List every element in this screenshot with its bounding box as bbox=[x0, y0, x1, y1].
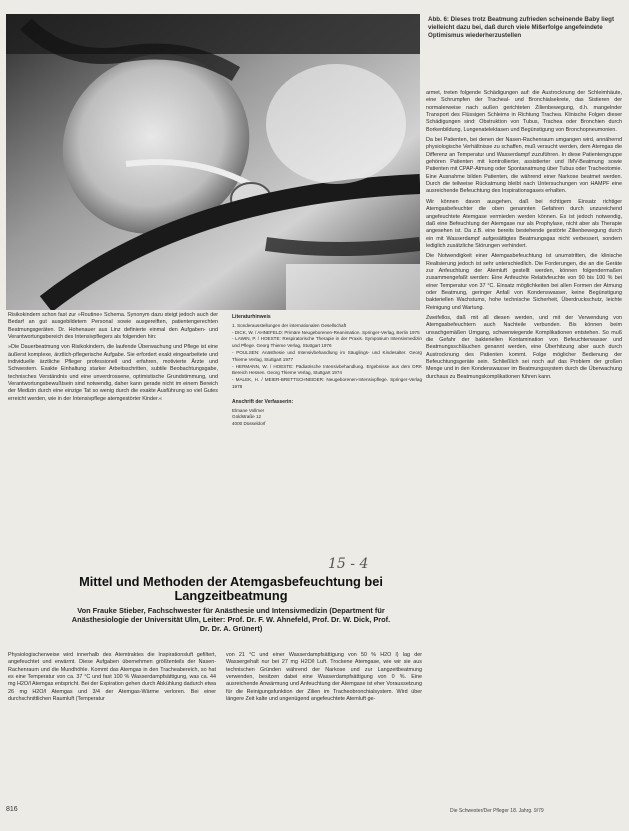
paragraph: von 21 °C und einer Wasserdampfsättigung von 50 % H2O l) lag der Wassergehalt nur bei 27 mg H2O/l Luft. Trockene Atemgase, wie wir sie aus technischen Gründen während der Narkose und zur Langzeitbeatmung verwenden, besitzen dabei eine Wasserdampfsättigung von 0 %. Eine ausreichende Anwärmung und Anfeuchtung der Atemgase ist eher Voraussetzung für die Reinigungsfunktion der Zilien im Tracheobronchialsystem. Wird über längere Zeit kalte und ungenügend angefeuchtete Atemluft ge- bbox=[226, 652, 422, 703]
right-column bbox=[426, 90, 622, 384]
literature-item: - MALEK, H. / MEIER-BRETTSCHNEIDER: Neugeborenen-Intensivpflege. Springer-Verlag 1978 bbox=[232, 377, 422, 389]
literature-item: - POULSEN: Anästhesie und Intensivbehandlung im Säuglings- und Kindesalter. Georg Thieme Verlag, Stuttgart 1977 bbox=[232, 349, 422, 362]
address-line: Goldstraße 12 bbox=[232, 414, 262, 420]
literature-box bbox=[232, 314, 422, 428]
quote-paragraph: »Die Dauerbeatmung von Risikokindern, die laufende Überwachung und Pflege ist eine äußerst komplexe, ärztlich-pflegerische Aufgabe. Sie erfordert exakt eingearbeitete und individuelle ärztliche Pfleger professionell und erfahren, motivierte Ärzte und Schwestern. Exakte Einhaltung starker Arbeitsschritten, subtile Beobachtungsgabe, technisches Verständnis und eine unverdrossene, optimistische Grundstimmung, und Verantwortungsbewußtsein sind notwendig, daher kann gerade nicht im einem Bereich der Medizin durch eine einzige Tat so wenig durch die exakte Ausführung so viel Gutes erreicht werden, wie in der Intensivpflege atemgestörter Kinder.« bbox=[8, 344, 218, 402]
paragraph: armet, treten folgende Schädigungen auf: die Austrocknung der Schleimhäute, eine Schrumpfen der Tracheal- und Bronchialsekrete, das Sistieren der normalerweise nach außen gerichteten Zilienbewegung, d.h. mangelnder Transport des Flüssigen Schleims in Richtung Trachea. Klinische Folgen dieser Schädigungen sind: Obstruktion von Tubus, Trachea oder Bronchien durch Borkenbildung, Lungenatelektasen und Begünstigung von Bronchopneumonien. bbox=[426, 90, 622, 133]
address-heading: Anschrift der Verfasserin: bbox=[232, 398, 294, 405]
literature-item: 1. Sonderausstellungen der internationalen Gesellschaft bbox=[232, 322, 347, 328]
baby-photo bbox=[6, 14, 420, 310]
paragraph: Die Notwendigkeit einer Atemgasbefeuchtung ist unumstritten, die klinische Realisierung jedoch ist sehr unterschiedlich. Die Forderungen, die an die Geräte zur Anfeuchtung der Atemluft gestellt werden, können folgendermaßen zusammengefaßt werden: Eine Anfeuchte Relativfeuchte von 90 bis 100 % bei einer Temperatur von 37 °C. Einsatz möglichkeiten bei allen Formen der Atmung oder Beatmung, geringer Anfall von Kondenswasser, keine Begünstigung bakteriellen Wachstums, hohe technische Sicherheit, Überdruckschutz, leichte Reinigung und Wartung. bbox=[426, 253, 622, 311]
paragraph: Risikokindern schon fast zur »Routine« Schema. Synonym dazu steigt jedoch auch der Bedarf an gut ausgebildetem Personal sowie ausgereiften, patientengerechten Beatmungsgeräten. Dr. Hohenauer aus Linz definierte einmal den Aufgaben- und Verantwortungsbereich des Intensivpflegers als folgenden hin: bbox=[8, 312, 218, 341]
paragraph: Zweifellos, daß mit all diesen werden, und mit der Verwendung von Atemgasbefeuchtern auch Nachteile verbunden. Bis können beim unsachgemäßen Umgang, schwerwiegende Komplikationen entstehen. So muß die Gefahr der bakteriellen Kontamination von Befeuchterwasser und Beatmungsschläuchen genannt werden, eine Überhitzung aber auch durch Austrocknung des Patienten kommt. Folge möglicher Bedienung der Befeuchtungsgeräte sein. Schließlich sei noch auf das Problem der großen Menge und in den Kondenswasser im Beatmungssystem durch die Überwachung durchaus zu Beatmungskomplikationen führen kann. bbox=[426, 314, 622, 380]
handwritten-note: 15 - 4 bbox=[328, 556, 369, 572]
journal-footer: Die Schwester/Der Pfleger 18. Jahrg. 9/79 bbox=[450, 808, 544, 814]
figure-caption: Abb. 6: Dieses trotz Beatmung zufrieden scheinende Baby liegt vielleicht dazu bei, daß durch viele Mißerfolge angefeindete Optimismus wiederherzustellen bbox=[428, 16, 615, 39]
paragraph: Wir können davon ausgehen, daß bei richtigem Einsatz richtiger Atemgasbefeuchter die oben genannten Gefahren durch unzureichend angefeuchtete Atemgase vermieden werden können. Es ist jedoch notwendig, daß eine Befeuchtung der Atemgase nur als Prophylaxe, nicht aber als Therapie angesehen ist. Da z.B. eine bereits bestehende gestörte Zilienbewegung durch ein mit Wasserdampf aufgesättigtes Beatmungsgas nicht verbessert, sondern lediglich zusätzliche Störungen verhindert. bbox=[426, 198, 622, 249]
paragraph: Physiologischerweise wird innerhalb des Atemtraktes die Inspirationsluft gefiltert, angefeuchtet und erwärmt. Diese Aufgaben übernehmen größtenteils der Nasen-Rachenraum und die Mundhöhle. Kommt das Atemgas in den Tracheabereich, so hat es eine Temperatur von ca. 37 °C und fast 100 % Wasserdampfsättigung, was ca. 44 mg H2O/l Atemgas entspricht. Bei der Expiration gehen durch Abkühlung dadurch etwa 26 mg H2O/l Atemgas und 3/4 der Atemgas-Wärme verloren. Bei einer durchschnittlichen Raumluft (Temperatur bbox=[8, 652, 216, 703]
middle-left-column bbox=[8, 312, 218, 406]
paragraph: Da bei Patienten, bei denen der Nasen-Rachenraum umgangen wird, annähernd physiologische Verhältnisse zu schaffen, muß versucht werden, dem Atemgas die Differenz an Temperatur und Wasserdampf zuzuführen. In diese Patientengruppe gehören Patienten mit kontrollierter, assistierter und IMV-Beatmung sowie Patienten mit CPAP-Atmung oder Spontanatmung über Tubus oder Tracheotomie. Eine Ausnahme bilden Patienten, die während einer Narkose beatmet werden. Durch die teilweise Rückatmung bleibt nach Untersuchungen von HAMPF eine ausreichende Befeuchtung des Inspirationsgases erhalten. bbox=[426, 137, 622, 195]
baby-illustration bbox=[6, 14, 420, 310]
literature-item: - LAWIN, P. / HOESTE: Respiratorische Therapie in der Praxis. Symposium Intensivmedizin und Pflege. Georg Thieme Verlag, Stuttgart 1976 bbox=[232, 336, 422, 349]
bottom-column-1 bbox=[8, 652, 216, 706]
page-number: 816 bbox=[6, 806, 18, 813]
literature-item: - DICK, W. / AHNEFELD: Primäre Neugeborenen-Reanimation. Springer-Verlag, Berlin 1975 bbox=[232, 329, 420, 335]
article-title: Mittel und Methoden der Atemgasbefeuchtung bei Langzeitbeatmung bbox=[79, 574, 383, 603]
literature-item: - HERMANN, W. / HOESTE: Pädiatrische Intensivbehandlung. Ergebnisse aus dem DRK Bereich Hessen. Georg Thieme Verlag, Stuttgart 1974 bbox=[232, 363, 422, 376]
article-authors: Von Frauke Stieber, Fachschwester für Anästhesie und Intensivmedizin (Department für Anästhesiologie der Universität Ulm, Leiter: Prof. Dr. F. W. Ahnefeld, Prof. Dr. W. Dick, Prof. Dr. Dr. A. Grünert) bbox=[71, 606, 391, 634]
address-line: 4000 Düsseldorf bbox=[232, 421, 266, 427]
bottom-column-2 bbox=[226, 652, 422, 706]
address-line: Elmane Vollmer bbox=[232, 407, 265, 413]
literature-heading: Literaturhinweis bbox=[232, 314, 271, 320]
